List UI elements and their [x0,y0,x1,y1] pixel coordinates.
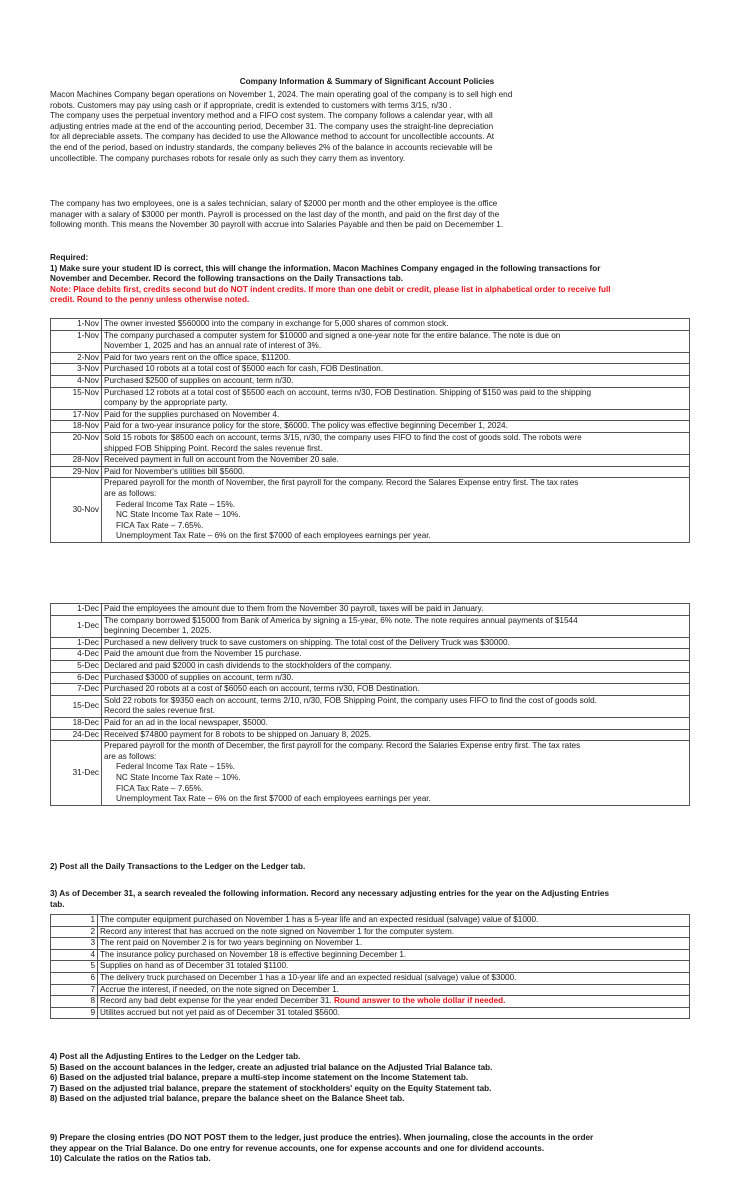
november-row [51,352,690,364]
december-row [51,660,690,672]
transaction-line: The company borrowed $15000 from Bank of America by signing a 15-year, 6% note. The note requires annual payments of $1544 [104,615,578,625]
adjustment-description [98,961,690,973]
transaction-line: Record the sales revenue first. [104,706,216,716]
transaction-description [102,387,690,409]
adjustment-row [51,949,690,961]
tax-rate-line: Federal Income Tax Rate – 15%. [116,499,236,509]
intro-line: Macon Machines Company began operations on November 1, 2024. The main operating goal of the company is to sell high end [50,90,513,99]
transaction-date: 31-Dec [51,741,102,806]
tax-rate-line: NC State Income Tax Rate – 10%. [116,510,241,520]
transaction-date: 1-Dec [51,637,102,649]
adjustment-number: 6 [51,972,98,984]
transaction-line: beginning December 1, 2025. [104,626,212,636]
adjustment-number: 9 [51,1007,98,1019]
intro-line: adjusting entries made at the end of the accounting period, December 31. The company uses the straight-line depreciation [50,121,494,131]
adjustment-text: Record any interest that has accrued on the note signed on November 1 for the computer system. [100,926,455,936]
transaction-line: November 1, 2025 and has an annual rate of interest of 3%. [104,341,322,351]
transaction-description [102,637,690,649]
transaction-date: 18-Nov [51,421,102,433]
november-row [51,330,690,352]
adjustment-number: 5 [51,961,98,973]
tax-rate-line: Federal Income Tax Rate – 15%. [116,762,236,772]
december-row [51,729,690,741]
transaction-line: Purchased $3000 of supplies on account, term n/30. [104,672,294,682]
step-3-line: tab. [50,899,65,909]
adjustments-table [50,914,690,1019]
transaction-description [102,478,690,543]
intro-line: uncollectible. The company purchases robots for resale only as such they carry them as inventory. [50,153,406,163]
transaction-description [102,352,690,364]
transaction-date: 4-Nov [51,375,102,387]
transaction-line: Declared and paid $2000 in cash dividends to the stockholders of the company. [104,660,392,670]
transaction-description [102,455,690,467]
adjustment-description [98,938,690,950]
november-row [51,364,690,376]
december-row [51,717,690,729]
transaction-description [102,684,690,696]
adjustment-description [98,984,690,996]
adjustment-text: The insurance policy purchased on November 18 is effective beginning December 1. [100,949,407,959]
transaction-line: Paid for an ad in the local newspaper, $5000. [104,717,268,727]
adjustment-row [51,961,690,973]
transaction-date: 20-Nov [51,432,102,454]
transaction-line: Sold 22 robots for $9350 each on account, terms 2/10, n/30, FOB Shipping Point, the company uses FIFO to find the cost of goods sold. [104,695,597,705]
adjustments [50,914,690,1019]
transaction-date: 30-Nov [51,478,102,543]
transaction-line: Purchased 10 robots at a total cost of $5000 each for cash, FOB Destination. [104,364,383,374]
transaction-date: 1-Dec [51,615,102,637]
adjustment-number: 1 [51,915,98,927]
step-2-text: 2) Post all the Daily Transactions to the Ledger on the Ledger tab. [50,862,306,871]
transaction-line: Purchased 12 robots at a total cost of $5500 each on account, terms n/30, FOB Destination. Shipping of $150 was paid to the shipping [104,387,592,397]
transaction-line: Paid for the supplies purchased on November 4. [104,409,280,419]
adjustment-description [98,996,690,1008]
transaction-date: 18-Dec [51,717,102,729]
transaction-description [102,364,690,376]
step-line: 9) Prepare the closing entries (DO NOT POST them to the ledger, just produce the entries). When journaling, close the accounts in the order [50,1133,594,1142]
december-transactions [50,603,690,806]
november-row [51,409,690,421]
step-3 [50,889,690,910]
december-table [50,603,690,806]
tax-rate-line: FICA Tax Rate – 7.65%. [116,520,204,530]
transaction-line: Paid the employees the amount due to them from the November 30 payroll, taxes will be paid in January. [104,604,484,613]
payroll-line: The company has two employees, one is a sales technician, salary of $2000 per month and the other employee is the office [50,199,498,208]
required-note: credit. Round to the penny unless otherwise noted. [50,295,250,305]
adjustment-text: The computer equipment purchased on November 1 has a 5-year life and an expected residual (salvage) value of $1000. [100,915,539,924]
transaction-line: Prepared payroll for the month of December, the first payroll for the company. Record the Salaries Expense entry first. The tax rates [104,741,581,751]
transaction-description [102,695,690,717]
adjustment-row [51,996,690,1008]
transaction-line: Purchased a new delivery truck to save customers on shipping. The total cost of the Delivery Truck was $30000. [104,637,510,647]
tax-rate-line: Unemployment Tax Rate – 6% on the first $7000 of each employees earnings per year. [116,531,431,541]
transaction-line: The owner invested $560000 into the company in exchange for 5,000 shares of common stock. [104,319,449,328]
step-line: they appear on the Trial Balance. Do one entry for revenue accounts, one for expense accounts and one for dividend accounts. [50,1143,545,1153]
transaction-description [102,615,690,637]
transaction-line: Paid for November's utilities bill $5600. [104,466,245,476]
transaction-description [102,649,690,661]
tax-rate-line: NC State Income Tax Rate – 10%. [116,772,241,782]
adjustment-note: Round answer to the whole dollar if needed. [333,996,506,1006]
transaction-date: 7-Dec [51,684,102,696]
adjustment-text: Record any bad debt expense for the year ended December 31. [100,996,334,1006]
november-payroll-row [51,478,690,543]
adjustment-description [98,926,690,938]
transaction-date: 6-Dec [51,672,102,684]
transaction-date: 24-Dec [51,729,102,741]
adjustment-description [98,949,690,961]
step-line: 7) Based on the adjusted trial balance, prepare the statement of stockholders' equity on the Equity Statement tab. [50,1083,492,1093]
adjustment-number: 3 [51,938,98,950]
november-row [51,319,690,331]
transaction-description [102,604,690,616]
steps-4-8 [50,1052,690,1105]
transaction-date: 15-Nov [51,387,102,409]
november-transactions [50,318,690,543]
step-line: 8) Based on the adjusted trial balance, prepare the balance sheet on the Balance Sheet tab. [50,1094,405,1104]
transaction-description [102,375,690,387]
december-row [51,637,690,649]
december-row [51,672,690,684]
transaction-line: are as follows: [104,751,157,761]
transaction-description [102,432,690,454]
transaction-date: 4-Dec [51,649,102,661]
required-note: Note: Place debits first, credits second but do NOT indent credits. If more than one debit or credit, please list in alphabetical order to receive full [50,284,611,294]
required-line: November and December. Record the following transactions on the Daily Transactions tab. [50,274,404,284]
transaction-line: Paid for two years rent on the office space, $11200. [104,352,291,362]
transaction-line: Paid the amount due from the November 15 purchase. [104,649,302,659]
transaction-date: 1-Nov [51,319,102,331]
transaction-date: 2-Nov [51,352,102,364]
required-heading: Required: [50,253,89,262]
page-title: Company Information & Summary of Significant Account Policies [239,77,495,86]
november-row [51,421,690,433]
adjustment-description [98,915,690,927]
step-line: 5) Based on the account balances in the ledger, create an adjusted trial balance on the Adjusted Trial Balance tab. [50,1062,493,1072]
november-row [51,375,690,387]
transaction-date: 3-Nov [51,364,102,376]
transaction-line: Received $74800 payment for 8 robots to be shipped on January 8, 2025. [104,729,372,739]
transaction-description [102,729,690,741]
intro-line: The company uses the perpetual inventory method and a FIFO cost system. The company follows a calendar year, with all [50,111,493,121]
december-row [51,695,690,717]
adjustment-number: 8 [51,996,98,1008]
transaction-line: Purchased 20 robots at a cost of $6050 each on account, terms n/30, FOB Destination. [104,684,420,694]
adjustment-number: 2 [51,926,98,938]
transaction-line: are as follows: [104,488,157,498]
transaction-line: Sold 15 robots for $8500 each on account, terms 3/15, n/30, the company uses FIFO to find the cost of goods sold. The robots were [104,432,582,442]
transaction-date: 1-Nov [51,330,102,352]
transaction-description [102,319,690,331]
transaction-description [102,330,690,352]
transaction-description [102,660,690,672]
transaction-date: 15-Dec [51,695,102,717]
adjustment-text: Accrue the interest, if needed, on the note signed on December 1. [100,984,339,994]
adjustment-text: The rent paid on November 2 is for two years beginning on November 1. [100,938,363,948]
transaction-date: 1-Dec [51,604,102,616]
required-line: 1) Make sure your student ID is correct, this will change the information. Macon Machines Company engaged in the following transactions for [50,263,601,273]
adjustment-row [51,1007,690,1019]
transaction-description [102,421,690,433]
intro-paragraph [50,90,690,164]
intro-line: for all depreciable assets. The company has decided to use the Allowance method to account for uncollectible accounts. At [50,132,495,142]
adjustment-text: The delivery truck purchased on December 1 has a 10-year life and an expected residual (salvage) value of $3000. [100,972,517,982]
adjustment-row [51,915,690,927]
transaction-date: 29-Nov [51,466,102,478]
november-row [51,466,690,478]
transaction-description [102,466,690,478]
december-row [51,649,690,661]
required-section [50,253,690,306]
november-row [51,432,690,454]
transaction-date: 28-Nov [51,455,102,467]
december-row [51,615,690,637]
step-line: 6) Based on the adjusted trial balance, prepare a multi-step income statement on the Income Statement tab. [50,1073,469,1083]
transaction-line: Purchased $2500 of supplies on account, term n/30. [104,375,294,385]
adjustment-description [98,972,690,984]
tax-rate-line: Unemployment Tax Rate – 6% on the first $7000 of each employees earnings per year. [116,794,431,804]
adjustment-text: Supplies on hand as of December 31 totaled $1100. [100,961,289,971]
transaction-line: company by the appropriate party. [104,398,228,408]
step-3-line: 3) As of December 31, a search revealed the following information. Record any necessary adjusting entries for the year on the Adjusting Entries [50,889,610,898]
transaction-description [102,672,690,684]
transaction-description [102,409,690,421]
transaction-line: Paid for a two-year insurance policy for the store, $6000. The policy was effective beginning December 1, 2024. [104,421,508,431]
transaction-description [102,717,690,729]
step-line: 10) Calculate the ratios on the Ratios tab. [50,1154,211,1164]
transaction-date: 17-Nov [51,409,102,421]
adjustment-description [98,1007,690,1019]
december-payroll-row [51,741,690,806]
step-2 [50,862,690,873]
payroll-line: manager with a salary of $3000 per month. Payroll is processed on the last day of the month, and paid on the first day of the [50,209,500,219]
transaction-line: The company purchased a computer system for $10000 and signed a one-year note for the entire balance. The note is due on [104,330,561,340]
transaction-line: Prepared payroll for the month of November, the first payroll for the company. Record the Salares Expense entry first. The tax rates [104,478,579,488]
payroll-line: following month. This means the November 30 payroll with accrue into Salaries Payable and then be paid on Decemember 1. [50,220,504,230]
transaction-line: Received payment in full on account from the November 20 sale. [104,455,339,465]
tax-rate-line: FICA Tax Rate – 7.65%. [116,783,204,793]
intro-line: robots. Customers may pay using cash or if appropriate, credit is extended to customers with terms 3/15, n/30 . [50,100,452,110]
december-row [51,604,690,616]
december-row [51,684,690,696]
adjustment-row [51,972,690,984]
adjustment-row [51,938,690,950]
transaction-description [102,741,690,806]
intro-line: the end of the period, based on industry standards, the company believes 2% of the balance in accounts recievable will be [50,142,493,152]
adjustment-row [51,926,690,938]
payroll-paragraph [50,199,690,231]
adjustment-number: 4 [51,949,98,961]
adjustment-text: Utilites accrued but not yet paid as of December 31 totaled $5600. [100,1007,340,1017]
adjustment-row [51,984,690,996]
november-row [51,455,690,467]
adjustment-number: 7 [51,984,98,996]
steps-9-10 [50,1133,690,1165]
november-row [51,387,690,409]
november-table [50,318,690,543]
transaction-line: shipped FOB Shipping Point. Record the sales revenue first. [104,443,323,453]
step-line: 4) Post all the Adjusting Entires to the Ledger on the Ledger tab. [50,1052,301,1061]
transaction-date: 5-Dec [51,660,102,672]
